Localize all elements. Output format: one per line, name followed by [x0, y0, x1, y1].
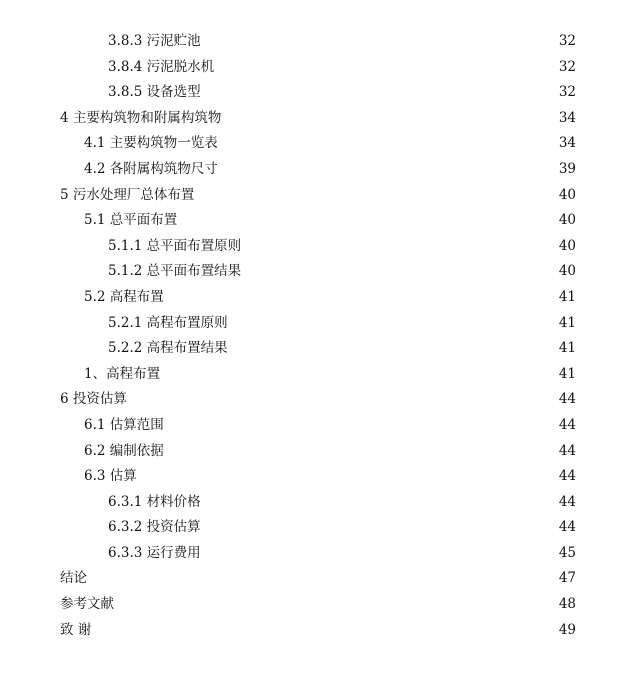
toc-entry[interactable] — [0, 515, 618, 541]
toc-entry-page: 41 — [558, 365, 576, 382]
toc-entry[interactable] — [0, 131, 618, 157]
toc-entry[interactable] — [0, 234, 618, 260]
toc-entry-page: 32 — [558, 33, 576, 49]
toc-entry-label: 5 污水处理厂总体布置 — [60, 186, 195, 203]
toc-entry-page: 44 — [558, 442, 576, 459]
toc-entry[interactable] — [0, 55, 618, 81]
toc-entry-label: 3.8.4 污泥脱水机 — [108, 58, 215, 75]
toc-entry-page: 44 — [558, 391, 576, 408]
toc-entry[interactable] — [0, 387, 618, 413]
toc-entry[interactable] — [0, 413, 618, 439]
toc-entry-page: 48 — [558, 596, 576, 613]
toc-entry-page: 47 — [558, 570, 576, 587]
toc-entry-page: 45 — [558, 544, 576, 561]
toc-entry-page: 39 — [558, 160, 576, 177]
toc-entry-page: 41 — [558, 314, 576, 331]
toc-entry-label: 参考文献 — [60, 596, 114, 613]
toc-entry[interactable] — [0, 541, 618, 567]
toc-entry-label: 5.2.2 高程布置结果 — [108, 340, 228, 357]
toc-entry[interactable] — [0, 490, 618, 516]
toc-entry[interactable] — [0, 285, 618, 311]
toc-entry-label: 5.1.1 总平面布置原则 — [108, 237, 242, 254]
toc-entry[interactable] — [0, 566, 618, 592]
toc-entry-page: 32 — [558, 84, 576, 101]
toc-entry-label: 4.2 各附属构筑物尺寸 — [84, 160, 218, 177]
toc-entry-page: 32 — [558, 58, 576, 75]
toc-entry[interactable] — [0, 106, 618, 132]
toc-entry-page: 40 — [558, 186, 576, 203]
toc-entry-label: 5.1.2 总平面布置结果 — [108, 263, 242, 280]
toc-entry-label: 6.3 估算 — [84, 468, 137, 485]
toc-entry-page: 40 — [558, 237, 576, 254]
toc-entry-label: 3.8.5 设备选型 — [108, 84, 201, 101]
toc-entry-page: 40 — [558, 212, 576, 229]
toc-entry-label: 5.2 高程布置 — [84, 288, 164, 305]
toc-entry[interactable] — [0, 29, 618, 55]
toc-entry-page: 34 — [558, 135, 576, 152]
toc-entry-label: 6.1 估算范围 — [84, 416, 164, 433]
toc-entry-page: 41 — [558, 340, 576, 357]
toc-entry-label: 1、高程布置 — [84, 365, 161, 382]
table-of-contents — [0, 29, 618, 643]
toc-entry-page: 40 — [558, 263, 576, 280]
toc-entry-page: 44 — [558, 416, 576, 433]
toc-entry-label: 6.2 编制依据 — [84, 442, 164, 459]
toc-entry-label: 4.1 主要构筑物一览表 — [84, 135, 218, 152]
toc-entry[interactable] — [0, 464, 618, 490]
toc-entry-page: 34 — [558, 109, 576, 126]
toc-entry-label: 结论 — [60, 570, 87, 587]
toc-entry-label: 5.1 总平面布置 — [84, 212, 178, 229]
toc-entry[interactable] — [0, 157, 618, 183]
toc-entry[interactable] — [0, 336, 618, 362]
toc-entry-label: 6.3.2 投资估算 — [108, 519, 201, 536]
toc-entry[interactable] — [0, 311, 618, 337]
toc-entry-label: 致 谢 — [60, 621, 92, 638]
toc-entry-page: 44 — [558, 519, 576, 536]
toc-entry-label: 6.3.1 材料价格 — [108, 493, 201, 510]
toc-entry[interactable] — [0, 439, 618, 465]
toc-entry-label: 6.3.3 运行费用 — [108, 544, 201, 561]
toc-entry[interactable] — [0, 183, 618, 209]
toc-entry-page: 44 — [558, 468, 576, 485]
toc-entry[interactable] — [0, 208, 618, 234]
toc-entry-label: 3.8.3 污泥贮池 — [108, 33, 201, 49]
toc-entry[interactable] — [0, 592, 618, 618]
toc-entry-page: 41 — [558, 288, 576, 305]
toc-entry-page: 44 — [558, 493, 576, 510]
toc-entry-page: 49 — [558, 621, 576, 638]
toc-entry[interactable] — [0, 618, 618, 644]
toc-entry[interactable] — [0, 259, 618, 285]
toc-entry-label: 4 主要构筑物和附属构筑物 — [60, 109, 222, 126]
toc-entry[interactable] — [0, 80, 618, 106]
toc-entry[interactable] — [0, 362, 618, 388]
toc-entry-label: 6 投资估算 — [60, 391, 127, 408]
toc-entry-label: 5.2.1 高程布置原则 — [108, 314, 228, 331]
